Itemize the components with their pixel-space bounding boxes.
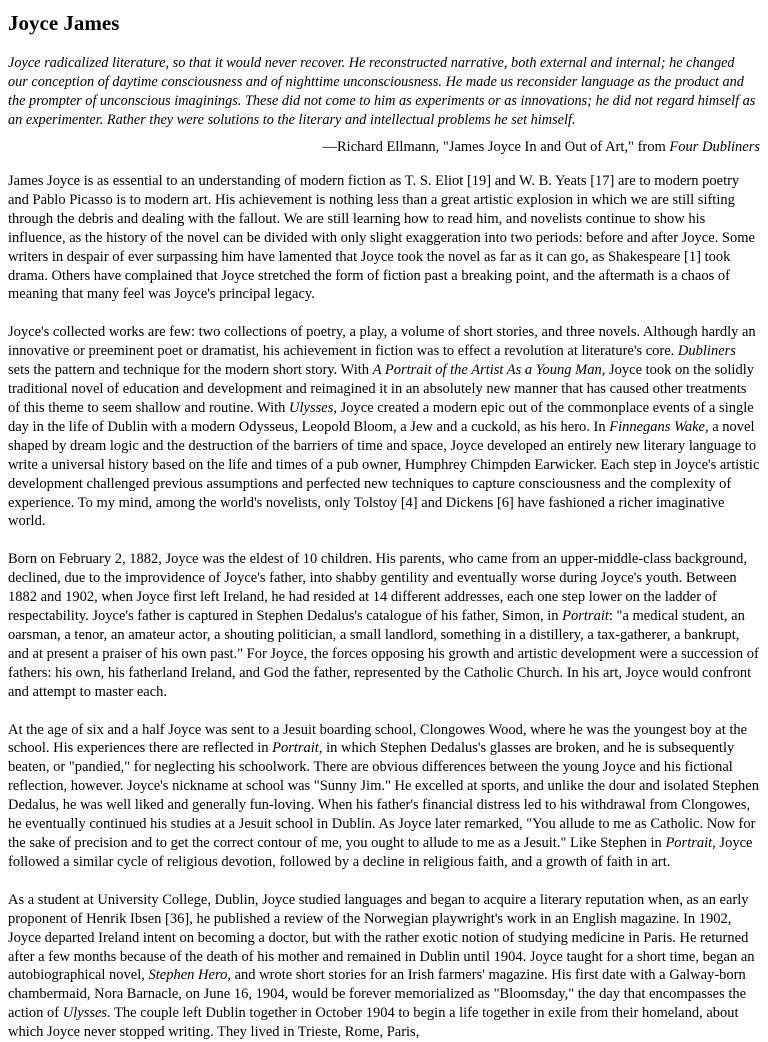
paragraph-text: in which Stephen Dedalus's glasses are broken, and he is subsequently beaten, or "pandied," for neglecting his schoolwork. There are obvious differences between the young Joyce and his fictional reflection, however. Joyce's nickname at school was "Sunny Jim." He excelled at sports, and unlike the dour and isolated Stephen Dedalus, he was well liked and generally fun-loving. When his father's financial distress led to his withdrawal from Clongowes, he eventually continued his studies at a Jesuit school in Dublin. As Joyce later remarked, "You allude to me as Catholic. Now for the sake of precision and to get the correct contour of me, you ought to allude to me as a Jesuit." Like Stephen in [8,740,759,851]
paragraph-text: and wrote short stories for an Irish farmers' magazine. His first date with a Galway-born chambermaid, Nora Barnacle, on June 16, 1904, would be forever memorialized as "Bloomsday," the day that encompasses the action of [8,967,747,1022]
work-title: Portrait, [272,740,323,757]
attribution-text: —Richard Ellmann, "James Joyce In and Out of Art," from [322,139,670,155]
work-title: Portrait, [665,835,716,851]
attribution-source-title: Four Dubliners [669,139,760,155]
work-title: A Portrait of the Artist As a Young Man, [372,362,606,379]
body-paragraph [8,172,760,304]
work-title: Ulysses. [62,1005,111,1022]
body-paragraph [8,323,760,531]
paragraph-text: : "a medical student, an oarsman, a tenor, an amateur actor, a shouting politician, a small landlord, something in a distillery, a tax-gatherer, a bankrupt, and at present a praiser of his own past." For Joyce, the forces opposing his growth and artistic development were a succession of fathers: his own, his fatherland Ireland, and God the father, represented by the Catholic Church. In his art, Joyce would confront and attempt to master each. [8,608,759,700]
page-title: Joyce James [8,11,120,35]
paragraph-text: Joyce took on the solidly traditional novel of education and development and reimagined it in an absolutely new manner that has caused other treatments of this theme to seem shallow and routine. With [8,362,754,416]
work-title: Stephen Hero, [148,967,231,984]
work-title: Dubliners [677,343,736,360]
paragraph-text: Joyce created a modern epic out of the commonplace events of a single day in the life of Dublin with a modern Odysseus, Leopold Bloom, a Jew and a cuckold, as his hero. In [8,399,754,435]
paragraph-text: Joyce's collected works are few: two collections of poetry, a play, a volume of short stories, and three novels. Although hardly an innovative or preeminent poet or dramatist, his achievement in fiction was to effect a revolution at literature's core. [8,324,756,360]
paragraph-text: a novel shaped by dream logic and the destruction of the barriers of time and space, Joyce developed an entirely new literary language to write a universal history based on the life and times of a pub owner, Humphrey Chimpden Earwicker. Each step in Joyce's artistic development challenged previous assumptions and perfected new techniques to capture consciousness and the complexity of experience. To my mind, among the world's novelists, only Tolstoy [4] and Dickens [6] have fashioned a richer imaginative world. [8,418,760,530]
epigraph-quote: Joyce radicalized literature, so that it would never recover. He reconstructed narrative, both external and internal; he changed our conception of daytime consciousness and of nighttime unconsciousness. He made us reconsider language as the product and the prompter of unconscious imaginings. These did not come to him as experiments or as innovations; he did not regard himself as an experimenter. Rather they were solutions to the literary and intellectual problems he set himself. [8,55,756,128]
paragraph-text: The couple left Dublin together in October 1904 to begin a life together in exile from their homeland, about which Joyce never stopped writing. They lived in Trieste, Rome, Paris, [8,1005,739,1041]
paragraph-text: sets the pattern and technique for the modern short story. With [8,362,373,379]
work-title: Portrait [562,608,609,625]
epigraph-attribution [8,130,760,157]
work-title: Finnegans Wake, [609,418,709,435]
paragraph-text: At the age of six and a half Joyce was sent to a Jesuit boarding school, Clongowes Wood, where he was the youngest boy at the school. His experiences there are reflected in [8,721,748,757]
paragraph-text: Joyce followed a similar cycle of religious devotion, followed by a decline in religious faith, and a growth of faith in art. [8,835,753,870]
work-title: Ulysses, [289,399,337,416]
paragraph-text: Born on February 2, 1882, Joyce was the eldest of 10 children. His parents, who came from an upper-middle-class background, declined, due to the improvidence of Joyce's father, into shabby gentility and eventually worse during Joyce's youth. Between 1882 and 1902, when Joyce first left Ireland, he had resided at 14 different addresses, each one step lower on the ladder of respectability. Joyce's father is captured in Stephen Dedalus's catalogue of his father, Simon, in [8,551,748,625]
article-body [8,172,760,1042]
body-paragraph [8,891,760,1042]
body-paragraph [8,550,760,701]
body-paragraph [8,721,760,872]
paragraph-text: As a student at University College, Dublin, Joyce studied languages and began to acquire a literary reputation when, as an early proponent of Henrik Ibsen [36], he published a review of the Norwegian playwright's work in an English magazine. In 1902, Joyce departed Ireland intent on becoming a doctor, but with the rather exotic notion of studying medicine in Paris. He returned after a few months because of the death of his mother and remained in Dublin until 1904. Joyce taught for a short time, began an autobiographical novel, [8,891,755,984]
paragraph-text: James Joyce is as essential to an understanding of modern fiction as T. S. Eliot [19] and W. B. Yeats [17] are to modern poetry and Pablo Picasso is to modern art. His achievement is nothing less than a great artistic explosion in which we are still sifting through the debris and dealing with the fallout. We are still learning how to read him, and novelists continue to show his influence, as the history of the novel can be divided with only slight exaggeration into two periods: before and after Joyce. Some writers in despair of ever surpassing him have lamented that Joyce took the novel as far as it can go, as Shakespeare [1] took drama. Others have complained that Joyce stretched the form of fiction past a breaking point, and the aftermath is a chaos of meaning that many feel was Joyce's principal legacy. [8,173,755,303]
